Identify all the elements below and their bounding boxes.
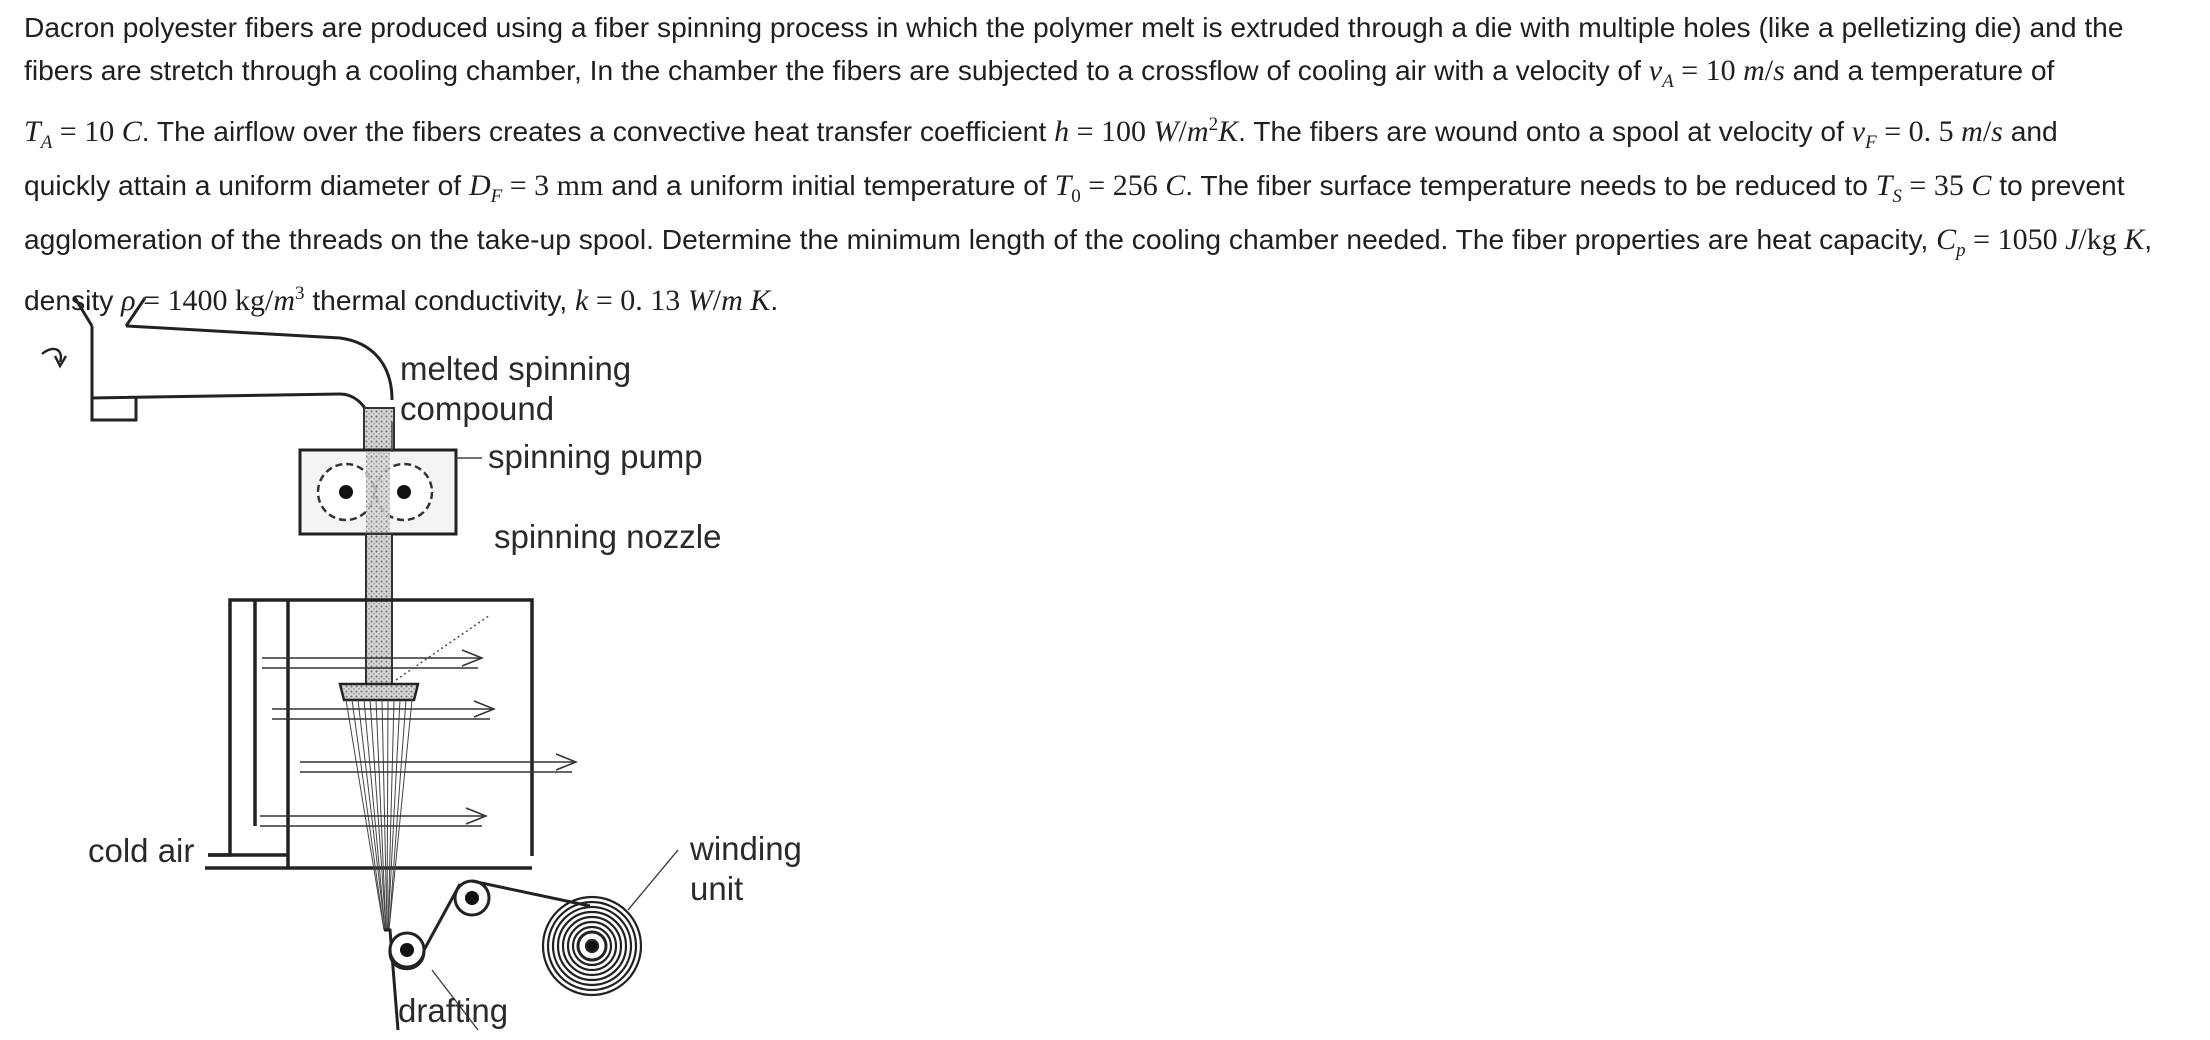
problem-line-4 [24,164,2192,218]
text-run: to prevent [1999,169,2125,201]
text-run: fibers are stretch through a cooling chamber, In the chamber the fibers are subjected to a crossflow of cooling air with a velocity of [24,54,1641,86]
math-TS: $T_S = 35$ C [1875,169,1992,207]
text-run: and [2010,115,2058,147]
label-spinning-nozzle: spinning nozzle [494,518,722,555]
math-T0: $T_0 = 256$ C [1054,169,1186,207]
text-run: . [770,284,779,316]
label-winding: winding [690,830,802,867]
math-rho: ρ = 1400 $kg/m^3$ [121,283,305,317]
text-run: . The fiber surface temperature needs to be reduced to [1185,169,1868,201]
math-Cp: $C_p = 1050$ J/kg K [1936,223,2145,261]
label-spinning-pump: spinning pump [488,438,703,475]
math-vA: $v_A = 10$ m/s [1648,54,1785,92]
problem-line-5 [24,218,2192,272]
text-run: . The fibers are wound onto a spool at velocity of [1238,115,1844,147]
feed-hopper [42,298,392,420]
math-h: h = 100 $W/m^2K$ [1054,114,1239,148]
label-melted-spinning: melted spinning [400,350,632,387]
label-compound: compound [400,390,555,427]
winding-spool [543,897,641,995]
label-unit: unit [690,870,744,907]
problem-line-3 [24,103,2192,164]
problem-line-2 [24,49,2192,103]
math-DF: $D_F = 3$ mm [468,169,604,207]
text-run: agglomeration of the threads on the take-up spool. Determine the minimum length of the cooling chamber needed. The fiber properties are heat capacity, [24,223,1929,255]
text-run: and a temperature of [1792,54,2055,86]
fiber-bundle [346,700,412,930]
text-run: and a uniform initial temperature of [611,169,1047,201]
text-run: quickly attain a uniform diameter of [24,169,462,201]
spinning-nozzle [340,684,418,700]
text-run: , [2144,223,2153,255]
text-run: . The airflow over the fibers creates a convective heat transfer coefficient [141,115,1047,147]
label-cold-air: cold air [88,832,195,869]
text-run: Dacron polyester fibers are produced using a fiber spinning process in which the polymer melt is extruded through a die with multiple holes (like a pelletizing die) and the [24,11,2124,43]
label-drafting: drafting [398,992,509,1029]
problem-line-1 [24,6,2192,49]
text-run: density [24,284,114,316]
math-TA: $T_A = 10$ C [24,115,142,153]
spinning-pump [300,450,456,534]
fiber-spinning-diagram [0,270,900,1040]
math-vF: $v_F = 0$. 5 m/s [1851,115,2003,153]
nozzle-feed-tube [366,534,392,686]
math-k: k = 0. 13 W/m K [575,284,771,317]
text-run: thermal conductivity, [312,284,568,316]
